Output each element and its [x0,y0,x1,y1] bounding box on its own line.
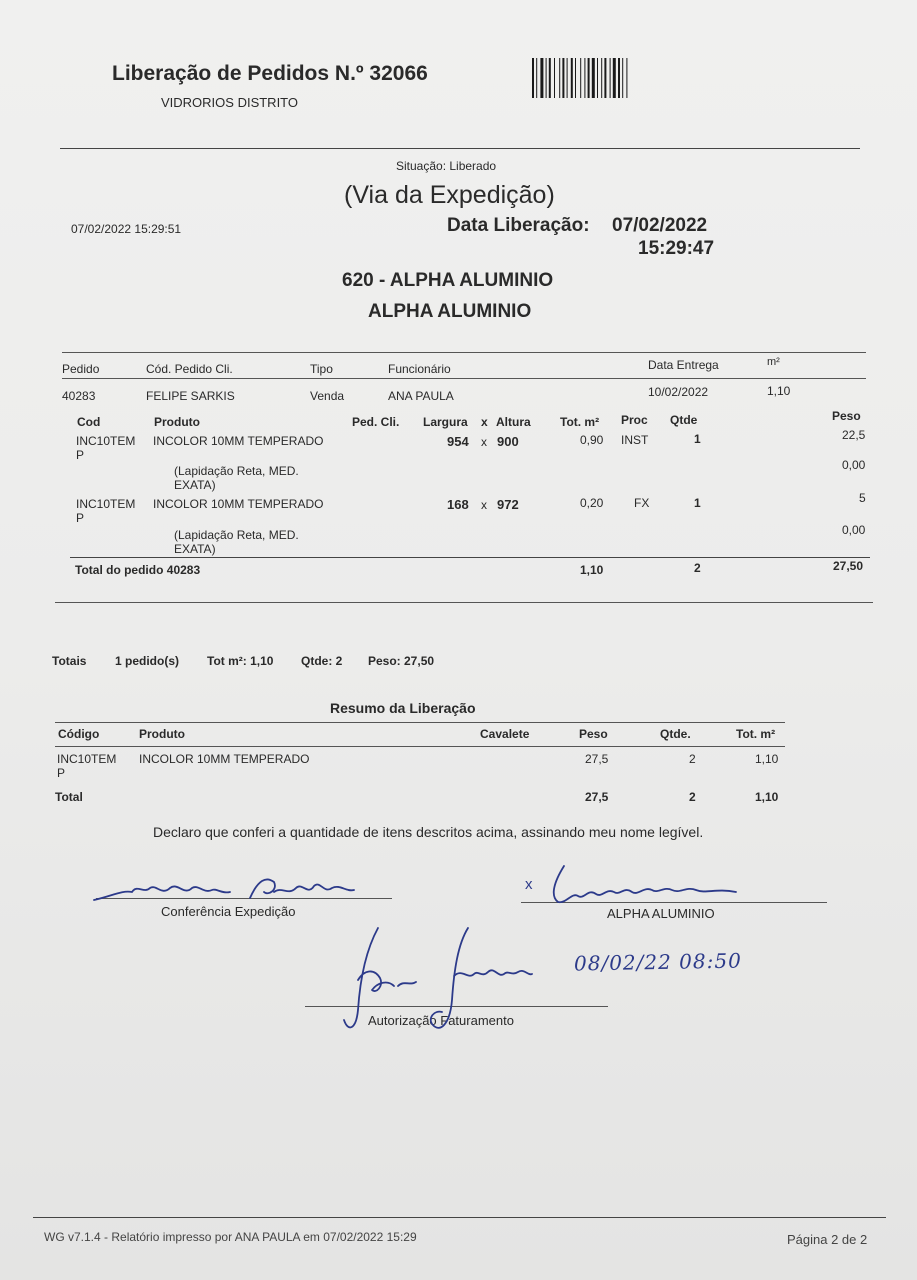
label-pedido: Pedido [62,362,100,376]
value-funcionario: ANA PAULA [388,389,454,403]
resumo-row-tot-m2: 1,10 [755,752,779,766]
sig-label-cliente: ALPHA ALUMINIO [607,906,715,921]
label-m2: m² [767,356,780,368]
label-data-entrega: Data Entrega [648,358,719,372]
col-produto: Produto [154,415,200,429]
item-2-qtde: 1 [694,496,701,510]
item-2-sub-line1: (Lapidação Reta, MED. [174,528,299,542]
item-2-proc: FX [634,496,650,510]
order-bottom-line [55,602,873,603]
footer-left: WG v7.1.4 - Relatório impresso por ANA PAULA em 07/02/2022 15:29 [44,1230,417,1244]
order-total-line [70,557,870,558]
company-name: VIDRORIOS DISTRITO [161,95,298,110]
order-header-line [62,378,866,379]
signature-autorizacao [318,920,558,1040]
item-1-sub-line1: (Lapidação Reta, MED. [174,464,299,478]
totals-label: Totais [52,654,87,668]
order-total-m2: 1,10 [580,563,604,577]
value-cod-cli: FELIPE SARKIS [146,389,235,403]
resumo-col-peso: Peso [579,727,608,741]
item-2-tot-m2: 0,20 [580,496,604,510]
item-1-peso: 22,5 [842,428,866,442]
totals-peso: Peso: 27,50 [368,654,435,668]
col-ped-cli: Ped. Cli. [352,415,400,429]
item-2-largura: 168 [447,497,469,512]
resumo-total-qtde: 2 [689,790,696,804]
item-1-tot-m2: 0,90 [580,433,604,447]
liberacao-date: 07/02/2022 [612,215,708,236]
col-cod: Cod [77,415,101,429]
item-2-cod-line1: INC10TEM [76,497,136,511]
resumo-header-line [55,746,785,747]
resumo-total-tot-m2: 1,10 [755,790,779,804]
label-funcionario: Funcionário [388,362,451,376]
col-qtde: Qtde [670,413,698,427]
value-tipo: Venda [310,389,345,403]
col-altura: Altura [496,415,531,429]
order-total-label: Total do pedido 40283 [75,563,201,577]
value-pedido: 40283 [62,389,96,403]
resumo-top-line [55,722,785,723]
header-divider [60,148,860,149]
sig-label-conferencia: Conferência Expedição [161,904,296,919]
item-1-proc: INST [621,433,649,447]
liberacao-time: 15:29:47 [638,238,715,259]
resumo-total-label: Total [55,790,83,804]
signature-cliente [540,862,760,906]
item-2-altura: 972 [497,497,519,512]
label-cod-cli: Cód. Pedido Cli. [146,362,233,376]
client-line1: 620 - ALPHA ALUMINIO [342,270,554,291]
document-title: Liberação de Pedidos N.º 32066 [112,62,428,85]
resumo-row-codigo-line2: P [57,766,66,780]
item-2-produto: INCOLOR 10MM TEMPERADO [153,497,324,511]
resumo-row-codigo-line1: INC10TEM [57,752,117,766]
order-total-peso: 27,50 [833,559,864,573]
liberacao-label: Data Liberação: [447,215,590,236]
barcode [532,58,674,98]
footer-page: Página 2 de 2 [787,1232,868,1247]
col-x: x [481,415,488,429]
footer-line [33,1217,886,1218]
item-1-sub-line2: EXATA) [174,478,216,492]
sig-label-autorizacao: Autorização Faturamento [368,1013,514,1028]
resumo-row-peso: 27,5 [585,752,609,766]
item-1-cod-line1: INC10TEM [76,434,136,448]
resumo-total-peso: 27,5 [585,790,609,804]
item-1-produto: INCOLOR 10MM TEMPERADO [153,434,324,448]
item-1-qtde: 1 [694,432,701,446]
signature-conferencia [92,870,362,906]
handwritten-date: 08/02/22 08:50 [573,948,743,976]
value-data-entrega: 10/02/2022 [648,385,709,399]
item-1-x: x [481,435,487,449]
print-datetime: 07/02/2022 15:29:51 [71,222,182,236]
totals-m2: Tot m²: 1,10 [207,654,274,668]
totals-pedidos: 1 pedido(s) [115,654,180,668]
item-2-sub-line2: EXATA) [174,542,216,556]
resumo-col-qtde: Qtde. [660,727,691,741]
order-top-line [62,352,866,353]
item-1-largura: 954 [447,434,469,449]
col-largura: Largura [423,415,468,429]
resumo-title: Resumo da Liberação [330,700,476,716]
item-2-peso: 5 [859,491,866,505]
item-2-cod-line2: P [76,511,85,525]
value-m2: 1,10 [767,384,791,398]
resumo-row-produto: INCOLOR 10MM TEMPERADO [139,752,310,766]
x-mark: x [525,876,533,893]
client-line2: ALPHA ALUMINIO [368,301,532,322]
resumo-col-tot-m2: Tot. m² [736,727,776,741]
via-text: (Via da Expedição) [344,181,555,209]
item-2-x: x [481,498,487,512]
item-2-sub-peso: 0,00 [842,523,866,537]
col-tot-m2: Tot. m² [560,415,600,429]
order-total-qtde: 2 [694,561,701,575]
label-tipo: Tipo [310,362,333,376]
item-1-altura: 900 [497,434,519,449]
resumo-col-produto: Produto [139,727,185,741]
col-peso: Peso [832,409,861,423]
declaration-text: Declaro que conferi a quantidade de itens descritos acima, assinando meu nome legível. [153,824,704,840]
item-1-cod-line2: P [76,448,85,462]
resumo-row-qtde: 2 [689,752,696,766]
resumo-col-cavalete: Cavalete [480,727,530,741]
totals-qtde: Qtde: 2 [301,654,343,668]
situacao-text: Situação: Liberado [396,159,497,173]
item-1-sub-peso: 0,00 [842,458,866,472]
resumo-col-codigo: Código [58,727,100,741]
col-proc: Proc [621,413,648,427]
